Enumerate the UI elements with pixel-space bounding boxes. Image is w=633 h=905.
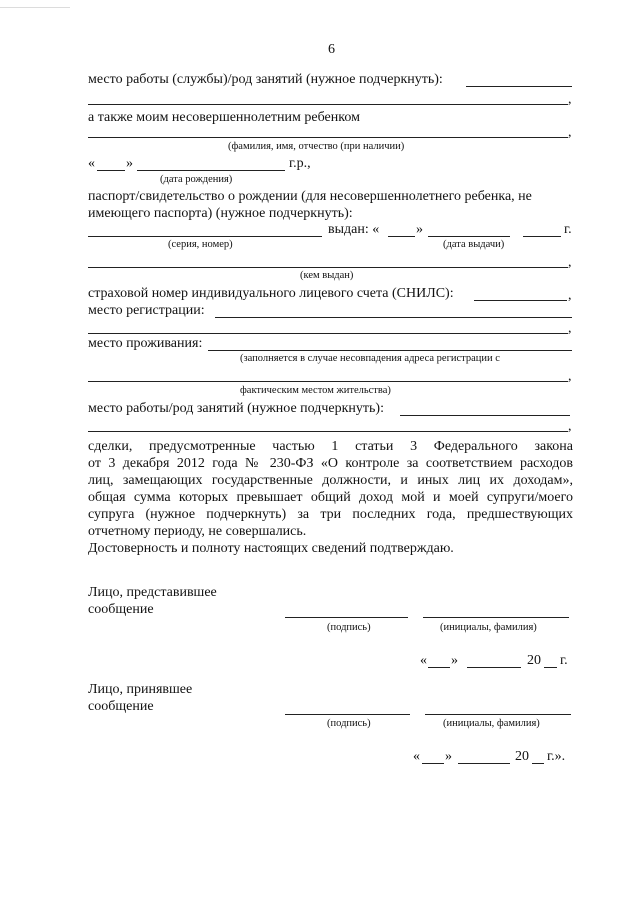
- issue-date-hint: (дата выдачи): [443, 239, 505, 250]
- submitter-label-line1: Лицо, представившее: [88, 585, 217, 600]
- dob-close-quote: »: [126, 156, 133, 171]
- issued-year-blank[interactable]: [523, 236, 561, 237]
- submitter-date-year-suffix: г.: [560, 653, 568, 668]
- statement-last-line: отчетному периоду, не совершались.: [88, 524, 307, 539]
- statement-line: общая сумма которых превышает общий доход мой и моей супруги/моего: [88, 490, 573, 505]
- receiver-date-open: «: [413, 749, 420, 764]
- workplace-service-blank-2[interactable]: [88, 104, 568, 105]
- comma: ,: [568, 419, 572, 434]
- receiver-signature-blank[interactable]: [285, 714, 410, 715]
- comma: ,: [568, 321, 572, 336]
- receiver-date-century: 20: [515, 749, 529, 764]
- receiver-name-hint: (инициалы, фамилия): [443, 718, 540, 729]
- page-number: 6: [328, 42, 335, 57]
- passport-label-line2: имеющего паспорта) (нужное подчеркнуть):: [88, 206, 353, 221]
- receiver-date-close: »: [445, 749, 452, 764]
- residence-blank-2[interactable]: [88, 381, 568, 382]
- dob-open-quote: «: [88, 156, 95, 171]
- submitter-date-open: «: [420, 653, 427, 668]
- issued-day-blank[interactable]: [388, 236, 415, 237]
- comma: ,: [568, 369, 572, 384]
- registration-blank-2[interactable]: [88, 333, 568, 334]
- dob-day-blank[interactable]: [97, 170, 125, 171]
- scan-artifact: [0, 7, 70, 8]
- snils-label: страховой номер индивидуального лицевого счета (СНИЛС):: [88, 286, 454, 301]
- issued-by-blank[interactable]: [88, 267, 568, 268]
- registration-blank[interactable]: [215, 317, 572, 318]
- workplace-service-label: место работы (службы)/род занятий (нужное подчеркнуть):: [88, 72, 443, 87]
- series-hint: (серия, номер): [168, 239, 233, 250]
- statement-line: супруга (нужное подчеркнуть) за три последних года, предшествующих: [88, 507, 573, 522]
- residence-label: место проживания:: [88, 336, 203, 351]
- issued-close-quote: »: [416, 222, 423, 237]
- receiver-name-blank[interactable]: [425, 714, 571, 715]
- issued-label: выдан: «: [328, 222, 380, 237]
- passport-label-line1: паспорт/свидетельство о рождении (для несовершеннолетнего ребенка, не: [88, 189, 532, 204]
- passport-series-blank[interactable]: [88, 236, 322, 237]
- issued-month-blank[interactable]: [428, 236, 510, 237]
- comma: ,: [568, 255, 572, 270]
- receiver-date-year-blank[interactable]: [532, 763, 544, 764]
- submitter-date-month-blank[interactable]: [467, 667, 521, 668]
- submitter-date-year-blank[interactable]: [544, 667, 557, 668]
- dob-hint: (дата рождения): [160, 174, 233, 185]
- confirmation-text: Достоверность и полноту настоящих сведений подтверждаю.: [88, 541, 454, 556]
- receiver-label-line1: Лицо, принявшее: [88, 682, 193, 697]
- residence-hint-line1: (заполняется в случае несовпадения адреса регистрации с: [240, 353, 500, 364]
- registration-label: место регистрации:: [88, 303, 205, 318]
- submitter-signature-blank[interactable]: [285, 617, 408, 618]
- dob-month-year-blank[interactable]: [137, 170, 285, 171]
- issued-by-hint: (кем выдан): [300, 270, 354, 281]
- submitter-label-line2: сообщение: [88, 602, 154, 617]
- workplace-service-blank[interactable]: [466, 86, 572, 87]
- statement-line: лиц, замещающих государственные должности, и иных лиц их доходам»,: [88, 473, 573, 488]
- submitter-signature-hint: (подпись): [327, 622, 371, 633]
- submitter-date-century: 20: [527, 653, 541, 668]
- workplace-label: место работы/род занятий (нужное подчеркнуть):: [88, 401, 384, 416]
- residence-hint-line2: фактическим местом жительства): [240, 385, 391, 396]
- issued-year-suffix: г.: [564, 222, 572, 237]
- child-intro-text: а также моим несовершеннолетним ребенком: [88, 110, 360, 125]
- receiver-date-day-blank[interactable]: [422, 763, 444, 764]
- residence-blank[interactable]: [208, 350, 572, 351]
- comma: ,: [568, 92, 572, 107]
- snils-blank[interactable]: [474, 300, 567, 301]
- receiver-label-line2: сообщение: [88, 699, 154, 714]
- receiver-signature-hint: (подпись): [327, 718, 371, 729]
- submitter-name-blank[interactable]: [423, 617, 569, 618]
- comma: ,: [568, 288, 572, 303]
- submitter-date-close: »: [451, 653, 458, 668]
- child-fio-blank[interactable]: [88, 137, 568, 138]
- comma: ,: [568, 125, 572, 140]
- receiver-date-month-blank[interactable]: [458, 763, 510, 764]
- submitter-date-day-blank[interactable]: [428, 667, 450, 668]
- receiver-date-year-suffix: г.».: [547, 749, 566, 764]
- dob-year-suffix: г.р.,: [289, 156, 311, 171]
- workplace-blank-2[interactable]: [88, 431, 568, 432]
- statement-line: сделки, предусмотренные частью 1 статьи 3 Федерального закона: [88, 439, 573, 454]
- workplace-blank[interactable]: [400, 415, 570, 416]
- submitter-name-hint: (инициалы, фамилия): [440, 622, 537, 633]
- statement-line: от 3 декабря 2012 года № 230-ФЗ «О контроле за соответствием расходов: [88, 456, 573, 471]
- fio-hint: (фамилия, имя, отчество (при наличии): [228, 141, 405, 152]
